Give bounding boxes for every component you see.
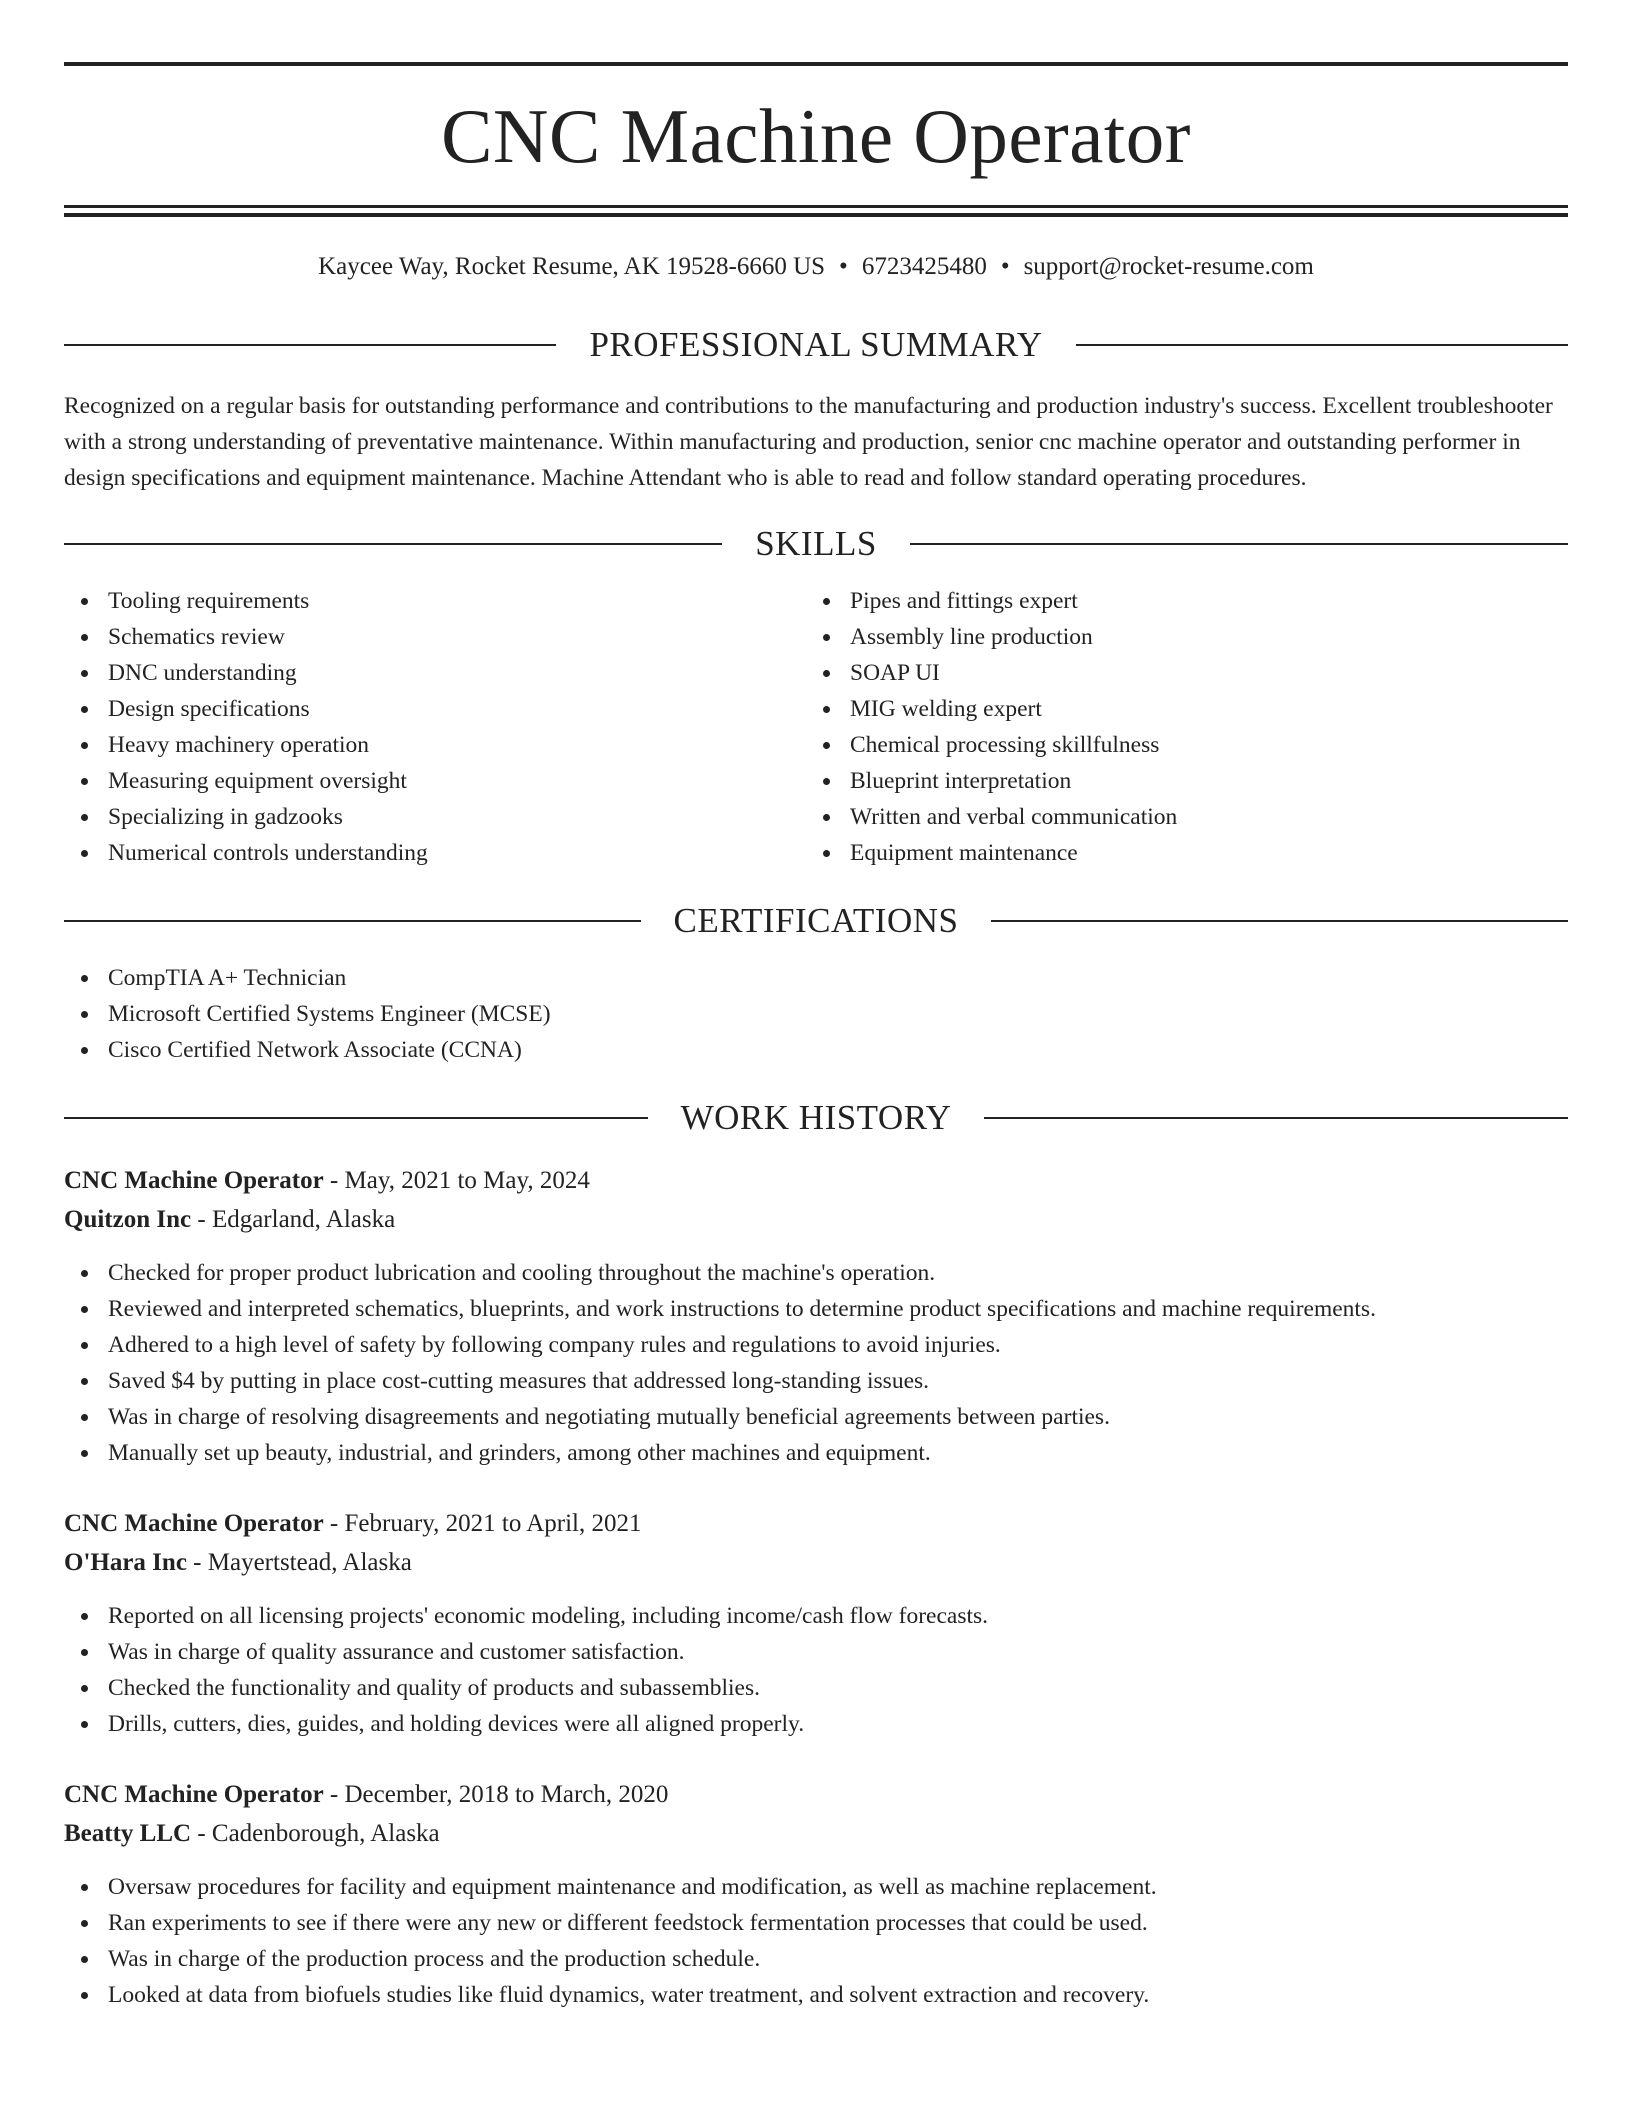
skill-item: Specializing in gadzooks [64, 799, 806, 835]
certification-item: Cisco Certified Network Associate (CCNA) [64, 1032, 1568, 1068]
job-dash: - [191, 1206, 212, 1233]
job-dash: - [191, 1820, 212, 1847]
skill-item: Numerical controls understanding [64, 835, 806, 871]
section-title: SKILLS [755, 524, 877, 563]
section-heading-summary [64, 327, 1568, 362]
skill-item: Tooling requirements [64, 583, 806, 619]
double-rule [64, 205, 1568, 217]
heading-rule [64, 1117, 648, 1119]
contact-separator: • [1000, 253, 1010, 280]
job-bullet: Was in charge of quality assurance and customer satisfaction. [64, 1634, 1568, 1670]
job-entry [64, 1504, 1568, 1742]
heading-rule [984, 1117, 1568, 1119]
summary-text: Recognized on a regular basis for outstanding performance and contributions to the manufacturing and production industry's success. Excellent troubleshooter with a strong understanding of preventative maintenance. Within manufacturing and production, senior cnc machine operator and outstanding performer in design specifications and equipment maintenance. Machine Attendant who is able to read and follow standard operating procedures. [64, 393, 1553, 491]
skill-item: Design specifications [64, 691, 806, 727]
job-dates: May, 2021 to May, 2024 [344, 1167, 590, 1194]
section-title: PROFESSIONAL SUMMARY [589, 325, 1043, 364]
skills-column-right [806, 583, 1548, 871]
section-heading-skills [64, 526, 1568, 561]
skill-item: Chemical processing skillfulness [806, 727, 1548, 763]
job-dash: - [323, 1510, 345, 1537]
job-bullet: Checked for proper product lubrication and cooling throughout the machine's operation. [64, 1255, 1568, 1291]
job-dates: December, 2018 to March, 2020 [344, 1781, 669, 1808]
skill-item: Written and verbal communication [806, 799, 1548, 835]
skill-item: DNC understanding [64, 655, 806, 691]
heading-rule [64, 920, 641, 922]
job-entry [64, 1775, 1568, 2013]
skill-item: Measuring equipment oversight [64, 763, 806, 799]
contact-address: Kaycee Way, Rocket Resume, AK 19528-6660 US [318, 253, 826, 280]
job-title-line [64, 1775, 1568, 1814]
skills-column-left [64, 583, 806, 871]
section-title: WORK HISTORY [680, 1098, 952, 1137]
section-title: CERTIFICATIONS [673, 901, 959, 940]
job-bullet: Saved $4 by putting in place cost-cutting measures that addressed long-standing issues. [64, 1363, 1568, 1399]
skills-list [64, 583, 1568, 871]
job-dates: February, 2021 to April, 2021 [344, 1510, 642, 1537]
skill-item: Schematics review [64, 619, 806, 655]
skill-item: Equipment maintenance [806, 835, 1548, 871]
job-company-line [64, 1543, 1568, 1582]
job-title: CNC Machine Operator [64, 1167, 324, 1194]
heading-rule [1076, 344, 1568, 346]
job-company: Beatty LLC [64, 1820, 192, 1847]
job-location: Cadenborough, Alaska [211, 1820, 440, 1847]
contact-email: support@rocket-resume.com [1023, 253, 1314, 280]
job-dash: - [323, 1781, 345, 1808]
job-bullet: Reviewed and interpreted schematics, blueprints, and work instructions to determine product specifications and machine requirements. [64, 1291, 1568, 1327]
job-bullets [64, 1255, 1568, 1471]
heading-rule [64, 543, 722, 545]
job-bullets [64, 1869, 1568, 2013]
heading-rule [910, 543, 1568, 545]
job-bullet: Checked the functionality and quality of products and subassemblies. [64, 1670, 1568, 1706]
job-company-line [64, 1814, 1568, 1853]
contact-phone: 6723425480 [861, 253, 987, 280]
section-heading-work-history [64, 1100, 1568, 1135]
job-bullet: Adhered to a high level of safety by following company rules and regulations to avoid injuries. [64, 1327, 1568, 1363]
job-company: O'Hara Inc [64, 1549, 187, 1576]
job-entry [64, 1161, 1568, 1471]
top-rule [64, 62, 1568, 66]
job-title-line [64, 1504, 1568, 1543]
job-company-line [64, 1200, 1568, 1239]
job-bullet: Ran experiments to see if there were any new or different feedstock fermentation processes that could be used. [64, 1905, 1568, 1941]
job-bullet: Was in charge of resolving disagreements and negotiating mutually beneficial agreements between parties. [64, 1399, 1568, 1435]
skill-item: Assembly line production [806, 619, 1548, 655]
job-bullet: Looked at data from biofuels studies like fluid dynamics, water treatment, and solvent extraction and recovery. [64, 1977, 1568, 2013]
job-bullets [64, 1598, 1568, 1742]
job-dash: - [323, 1167, 345, 1194]
heading-rule [64, 344, 556, 346]
section-heading-certifications [64, 903, 1568, 938]
heading-rule [991, 920, 1568, 922]
job-title: CNC Machine Operator [64, 1510, 324, 1537]
certification-item: Microsoft Certified Systems Engineer (MCSE) [64, 996, 1568, 1032]
resume-title: CNC Machine Operator [441, 93, 1191, 179]
job-dash: - [186, 1549, 208, 1576]
job-bullet: Reported on all licensing projects' economic modeling, including income/cash flow forecasts. [64, 1598, 1568, 1634]
contact-separator: • [839, 253, 848, 280]
job-title: CNC Machine Operator [64, 1781, 324, 1808]
contact-line [64, 254, 1568, 279]
job-bullet: Manually set up beauty, industrial, and grinders, among other machines and equipment. [64, 1435, 1568, 1471]
job-bullet: Drills, cutters, dies, guides, and holding devices were all aligned properly. [64, 1706, 1568, 1742]
skill-item: Heavy machinery operation [64, 727, 806, 763]
job-title-line [64, 1161, 1568, 1200]
skill-item: MIG welding expert [806, 691, 1548, 727]
certifications-list [64, 960, 1568, 1068]
skill-item: Pipes and fittings expert [806, 583, 1548, 619]
job-location: Edgarland, Alaska [211, 1206, 396, 1233]
job-bullet: Oversaw procedures for facility and equipment maintenance and modification, as well as machine replacement. [64, 1869, 1568, 1905]
job-company: Quitzon Inc [64, 1206, 192, 1233]
certification-item: CompTIA A+ Technician [64, 960, 1568, 996]
skill-item: SOAP UI [806, 655, 1548, 691]
job-location: Mayertstead, Alaska [207, 1549, 412, 1576]
job-bullet: Was in charge of the production process and the production schedule. [64, 1941, 1568, 1977]
skill-item: Blueprint interpretation [806, 763, 1548, 799]
